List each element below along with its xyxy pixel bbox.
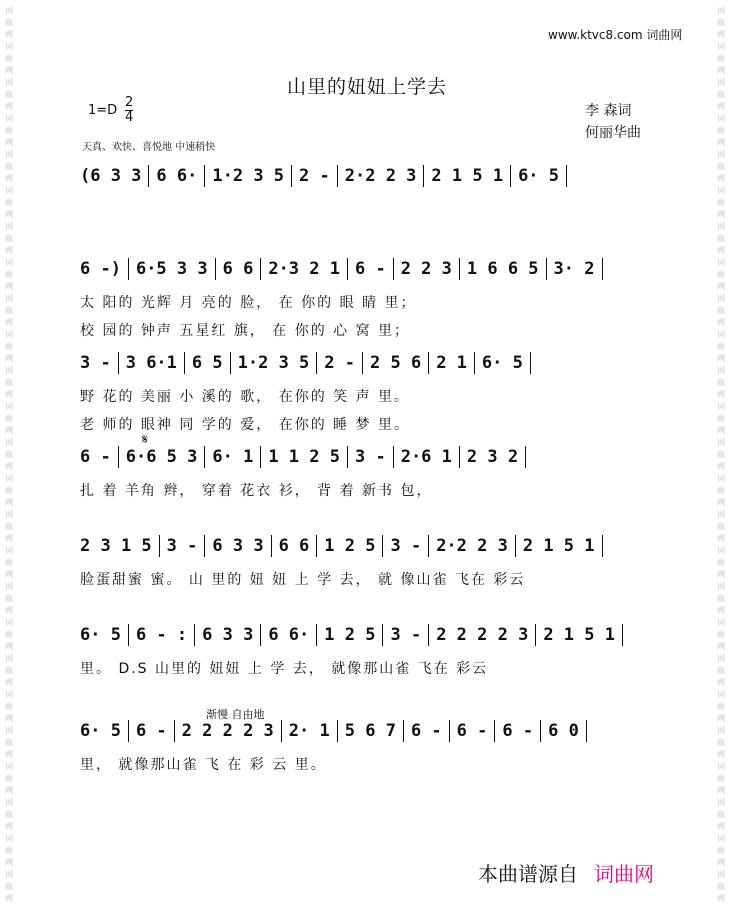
lyric-row: 太 阳的 光辉 月 亮的 脸， 在 你的 眼 睛 里； (80, 295, 417, 311)
watermark-glyph: 词 (717, 114, 725, 123)
bar-line (602, 535, 603, 557)
bar-line (494, 720, 495, 742)
composer-credit: 何丽华曲 (585, 125, 641, 141)
meter-bottom: 4 (125, 110, 134, 125)
watermark-glyph: 网 (5, 66, 13, 75)
measure: 6 5 (191, 353, 223, 373)
watermark-glyph: 曲 (5, 450, 13, 459)
watermark-glyph: 词 (5, 726, 13, 735)
watermark-glyph: 网 (717, 282, 725, 291)
watermark-glyph: 词 (5, 78, 13, 87)
song-title: 山里的妞妞上学去 (286, 76, 447, 98)
measure: 3 6·1 (125, 353, 177, 373)
key-signature: 1=D (88, 103, 118, 118)
measure: 6·5 3 3 (135, 259, 208, 279)
watermark-glyph: 词 (5, 474, 13, 483)
bar-line (459, 446, 460, 468)
watermark-glyph: 网 (717, 390, 725, 399)
watermark-glyph: 网 (5, 606, 13, 615)
bar-line (159, 535, 160, 557)
measure: 6 6· (156, 166, 198, 186)
watermark-glyph: 网 (717, 714, 725, 723)
watermark-glyph: 词 (5, 762, 13, 771)
measure: 2 1 (436, 353, 467, 373)
measure: 2 1 5 1 (543, 625, 615, 645)
watermark-glyph: 曲 (5, 342, 13, 351)
watermark-glyph: 网 (5, 534, 13, 543)
watermark-glyph: 词 (717, 6, 725, 15)
bar-line (204, 446, 205, 468)
measure: 2 2 2 2 3 (436, 625, 529, 645)
watermark-glyph: 词 (717, 798, 725, 807)
watermark-glyph: 词 (717, 474, 725, 483)
watermark-glyph: 网 (5, 30, 13, 39)
watermark-glyph: 词 (5, 510, 13, 519)
watermark-glyph: 曲 (5, 702, 13, 711)
watermark-glyph: 曲 (717, 162, 725, 171)
notation-row (80, 720, 670, 748)
lyricist-credit: 李 森词 (585, 103, 632, 119)
watermark-glyph: 曲 (717, 486, 725, 495)
watermark-glyph: 网 (717, 30, 725, 39)
watermark-glyph: 词 (717, 78, 725, 87)
watermark-glyph: 词 (5, 438, 13, 447)
measure: 6· 1 (212, 447, 254, 467)
bar-line (428, 624, 429, 646)
lyric-row: 野 花的 美丽 小 溪的 歌， 在你的 笑 声 里。 (80, 389, 411, 405)
measure: 2 3 1 5 (80, 536, 152, 556)
bar-line (423, 165, 424, 187)
measure: 3· 2 (553, 259, 595, 279)
watermark-glyph: 词 (717, 654, 725, 663)
watermark-glyph: 曲 (717, 342, 725, 351)
watermark-glyph: 网 (717, 606, 725, 615)
measure: 6 - (80, 447, 111, 467)
watermark-glyph: 曲 (717, 90, 725, 99)
watermark-glyph: 曲 (717, 234, 725, 243)
measure: 3 - (390, 625, 422, 645)
watermark-glyph: 词 (5, 654, 13, 663)
measure: 6 - (135, 721, 167, 741)
watermark-glyph: 曲 (717, 810, 725, 819)
watermark-glyph: 词 (717, 294, 725, 303)
watermark-glyph: 曲 (717, 846, 725, 855)
watermark-glyph: 网 (5, 786, 13, 795)
measure: 6·6 5 3 (125, 447, 198, 467)
watermark-glyph: 曲 (5, 630, 13, 639)
watermark-glyph: 曲 (717, 414, 725, 423)
lyric-row: 里。 D.S 山里的 妞妞 上 学 去， 就像那山雀 飞在 彩云 (80, 661, 489, 677)
watermark-glyph: 网 (717, 426, 725, 435)
measure: 2 - (299, 166, 330, 186)
meter-top: 2 (125, 95, 134, 110)
slowdown-mark: 渐慢 自由地 (206, 708, 265, 721)
measure: 2 1 5 1 (522, 536, 595, 556)
site-url[interactable]: www.ktvc8.com 词曲网 (548, 28, 683, 42)
notation-row (80, 624, 670, 652)
watermark-glyph: 词 (717, 222, 725, 231)
watermark-glyph: 词 (5, 330, 13, 339)
bar-line (316, 624, 317, 646)
watermark-glyph: 曲 (5, 270, 13, 279)
bar-line (118, 352, 119, 374)
watermark-glyph: 曲 (5, 522, 13, 531)
segno-mark: 𝄋 (142, 432, 149, 448)
watermark-glyph: 词 (5, 870, 13, 879)
watermark-glyph: 网 (5, 174, 13, 183)
watermark-glyph: 曲 (717, 198, 725, 207)
watermark-glyph: 网 (5, 318, 13, 327)
watermark-glyph: 曲 (5, 486, 13, 495)
watermark-glyph: 词 (717, 330, 725, 339)
watermark-glyph: 曲 (717, 594, 725, 603)
bar-line (184, 352, 185, 374)
watermark-glyph: 词 (717, 690, 725, 699)
watermark-glyph: 曲 (717, 522, 725, 531)
watermark-glyph: 网 (717, 174, 725, 183)
watermark-glyph: 词 (717, 618, 725, 627)
watermark-glyph: 曲 (5, 162, 13, 171)
watermark-glyph: 词 (5, 222, 13, 231)
bar-line (382, 624, 383, 646)
watermark-glyph: 曲 (717, 882, 725, 891)
watermark-glyph: 网 (717, 66, 725, 75)
measure: 2· 1 (288, 721, 330, 741)
watermark-glyph: 网 (717, 750, 725, 759)
watermark-glyph: 网 (5, 750, 13, 759)
watermark-glyph: 词 (717, 870, 725, 879)
watermark-glyph: 曲 (5, 846, 13, 855)
bar-line (148, 165, 149, 187)
measure: 5 6 7 (344, 721, 396, 741)
measure: 1 6 6 5 (466, 259, 539, 279)
watermark-glyph: 网 (5, 102, 13, 111)
measure: 3 - (166, 536, 198, 556)
watermark-glyph: 曲 (717, 54, 725, 63)
bar-line (174, 720, 175, 742)
bar-line (128, 624, 129, 646)
watermark-glyph: 网 (717, 138, 725, 147)
watermark-glyph: 词 (717, 726, 725, 735)
measure: 6 - (354, 259, 386, 279)
measure: 3 - (80, 353, 111, 373)
watermark-glyph: 网 (5, 858, 13, 867)
bar-line (459, 258, 460, 280)
watermark-glyph: 曲 (717, 666, 725, 675)
measure: 6 - (456, 721, 488, 741)
watermark-glyph: 曲 (5, 90, 13, 99)
bar-line (535, 624, 536, 646)
watermark-glyph: 曲 (717, 378, 725, 387)
watermark-glyph: 曲 (717, 450, 725, 459)
bar-line (382, 535, 383, 557)
footer-source (478, 858, 654, 887)
watermark-glyph: 词 (5, 690, 13, 699)
watermark-glyph: 词 (5, 42, 13, 51)
watermark-glyph: 曲 (717, 774, 725, 783)
watermark-glyph: 网 (717, 498, 725, 507)
notation-row (80, 535, 670, 563)
watermark-glyph: 曲 (717, 738, 725, 747)
watermark-glyph: 网 (717, 354, 725, 363)
watermark-glyph: 网 (717, 786, 725, 795)
bar-line (403, 720, 404, 742)
watermark-glyph: 曲 (717, 126, 725, 135)
watermark-glyph: 曲 (5, 306, 13, 315)
measure: 6· 5 (80, 625, 121, 645)
measure: 2 2 3 (400, 259, 452, 279)
bar-line (260, 258, 261, 280)
bar-line (362, 352, 363, 374)
bar-line (602, 258, 603, 280)
watermark-glyph: 词 (5, 6, 13, 15)
watermark-glyph: 网 (717, 678, 725, 687)
bar-line (194, 624, 195, 646)
bar-line (449, 720, 450, 742)
measure: 1 2 5 (324, 536, 376, 556)
watermark-glyph: 词 (5, 582, 13, 591)
watermark-glyph: 词 (5, 834, 13, 843)
watermark-glyph: 曲 (717, 702, 725, 711)
bar-line (271, 535, 272, 557)
watermark-glyph: 网 (5, 246, 13, 255)
bar-line (337, 165, 338, 187)
measure: 6· 5 (80, 721, 121, 741)
bar-line (540, 720, 541, 742)
bar-line (428, 535, 429, 557)
watermark-glyph: 曲 (5, 774, 13, 783)
measure: 6 0 (548, 721, 579, 741)
time-signature (125, 96, 133, 125)
watermark-glyph: 网 (717, 858, 725, 867)
measure: 1 1 2 5 (268, 447, 340, 467)
watermark-glyph: 词 (717, 438, 725, 447)
bar-line (316, 535, 317, 557)
watermark-glyph: 网 (5, 714, 13, 723)
measure: 6 6 (222, 259, 254, 279)
watermark-glyph: 网 (5, 678, 13, 687)
watermark-glyph: 曲 (5, 594, 13, 603)
bar-line (230, 352, 231, 374)
right-watermark-strip (712, 0, 734, 917)
lyric-row: 校 园的 钟声 五星红 旗， 在 你的 心 窝 里； (80, 323, 411, 339)
watermark-glyph: 词 (717, 762, 725, 771)
watermark-glyph: 网 (5, 282, 13, 291)
bar-line (525, 446, 526, 468)
watermark-glyph: 网 (717, 822, 725, 831)
watermark-glyph: 曲 (717, 558, 725, 567)
lyric-row: 里， 就像那山雀 飞 在 彩 云 里。 (80, 757, 327, 773)
watermark-glyph: 曲 (5, 18, 13, 27)
measure: 3 - (390, 536, 422, 556)
watermark-glyph: 网 (717, 318, 725, 327)
watermark-glyph: 网 (5, 426, 13, 435)
bar-line (204, 535, 205, 557)
watermark-glyph: 词 (717, 402, 725, 411)
bar-line (281, 720, 282, 742)
watermark-glyph: 网 (717, 570, 725, 579)
bar-line (530, 352, 531, 374)
bar-line (291, 165, 292, 187)
measure: 2 5 6 (370, 353, 422, 373)
watermark-glyph: 词 (717, 150, 725, 159)
measure: 6 -) (80, 259, 121, 279)
bar-line (347, 258, 348, 280)
measure: 3 - (354, 447, 386, 467)
measure: 6 - (502, 721, 534, 741)
measure: 1 2 5 (324, 625, 376, 645)
measure: 2 1 5 1 (431, 166, 504, 186)
measure: 6 3 3 (202, 625, 254, 645)
watermark-glyph: 词 (717, 258, 725, 267)
watermark-glyph: 曲 (5, 198, 13, 207)
measure: 6 - : (135, 625, 188, 645)
bar-line (393, 446, 394, 468)
watermark-glyph: 网 (717, 246, 725, 255)
watermark-glyph: 曲 (5, 126, 13, 135)
watermark-glyph: 词 (5, 798, 13, 807)
measure: 1·2 3 5 (212, 166, 285, 186)
bar-line (428, 352, 429, 374)
watermark-glyph: 网 (5, 822, 13, 831)
measure: 2 - (324, 353, 355, 373)
watermark-glyph: 曲 (717, 18, 725, 27)
measure: 2 3 2 (466, 447, 519, 467)
bar-line (586, 720, 587, 742)
watermark-glyph: 词 (717, 510, 725, 519)
watermark-glyph: 曲 (717, 630, 725, 639)
bar-line (566, 165, 567, 187)
watermark-glyph: 词 (717, 546, 725, 555)
watermark-glyph: 曲 (717, 306, 725, 315)
watermark-glyph: 词 (5, 186, 13, 195)
measure: 1·2 3 5 (237, 353, 310, 373)
bar-line (347, 446, 348, 468)
watermark-glyph: 曲 (5, 738, 13, 747)
notation-row (80, 165, 670, 193)
bar-line (118, 446, 119, 468)
watermark-glyph: 词 (5, 114, 13, 123)
watermark-glyph: 曲 (717, 270, 725, 279)
watermark-glyph: 词 (5, 618, 13, 627)
watermark-glyph: 网 (5, 354, 13, 363)
notation-row (80, 446, 670, 474)
bar-line (393, 258, 394, 280)
bar-line (546, 258, 547, 280)
lyric-row: 脸蛋甜蜜 蜜。 山 里的 妞 妞 上 学 去， 就 像山雀 飞在 彩云 (80, 572, 526, 588)
watermark-glyph: 曲 (5, 666, 13, 675)
watermark-glyph: 曲 (5, 882, 13, 891)
watermark-glyph: 词 (717, 834, 725, 843)
measure: 6 6 (278, 536, 310, 556)
watermark-glyph: 网 (717, 894, 725, 903)
watermark-glyph: 网 (5, 210, 13, 219)
bar-line (316, 352, 317, 374)
measure: 6· 5 (481, 353, 523, 373)
watermark-glyph: 曲 (5, 234, 13, 243)
measure: 2·2 2 3 (344, 166, 417, 186)
bar-line (510, 165, 511, 187)
bar-line (128, 720, 129, 742)
watermark-glyph: 曲 (5, 558, 13, 567)
watermark-glyph: 网 (5, 570, 13, 579)
measure: 6 3 3 (212, 536, 264, 556)
watermark-glyph: 词 (5, 402, 13, 411)
tempo-marking: 天真、欢快、喜悦地 中速稍快 (82, 142, 216, 153)
footer-brand[interactable]: 词曲网 (594, 862, 654, 886)
watermark-glyph: 词 (5, 258, 13, 267)
measure: 2 2 2 2 3 (181, 721, 274, 741)
bar-line (515, 535, 516, 557)
bar-line (128, 258, 129, 280)
watermark-glyph: 词 (717, 186, 725, 195)
bar-line (204, 165, 205, 187)
measure: 2·2 2 3 (436, 536, 508, 556)
watermark-glyph: 曲 (5, 414, 13, 423)
watermark-glyph: 网 (717, 462, 725, 471)
watermark-glyph: 曲 (5, 810, 13, 819)
measure: 6 - (410, 721, 442, 741)
watermark-glyph: 网 (5, 642, 13, 651)
measure: 6 6· (268, 625, 310, 645)
watermark-glyph: 网 (717, 642, 725, 651)
watermark-glyph: 网 (5, 390, 13, 399)
lyric-row: 扎 着 羊角 辫， 穿着 花衣 衫， 背 着 新书 包， (80, 483, 433, 499)
watermark-glyph: 网 (5, 462, 13, 471)
bar-line (260, 446, 261, 468)
watermark-glyph: 词 (717, 42, 725, 51)
watermark-glyph: 网 (5, 138, 13, 147)
left-watermark-strip (0, 0, 22, 917)
notation-row (80, 258, 670, 286)
watermark-glyph: 词 (717, 582, 725, 591)
watermark-glyph: 词 (5, 366, 13, 375)
lyric-row: 老 师的 眼神 同 学的 爱， 在你的 睡 梦 里。 (80, 417, 411, 433)
watermark-glyph: 曲 (5, 54, 13, 63)
watermark-glyph: 网 (717, 210, 725, 219)
measure: 2·6 1 (400, 447, 452, 467)
footer-label: 本曲谱源自 (478, 862, 578, 886)
watermark-glyph: 词 (5, 294, 13, 303)
watermark-glyph: 网 (717, 102, 725, 111)
measure: 2·3 2 1 (268, 259, 340, 279)
measure: 6· 5 (518, 166, 560, 186)
bar-line (215, 258, 216, 280)
bar-line (260, 624, 261, 646)
watermark-glyph: 词 (5, 150, 13, 159)
watermark-glyph: 网 (5, 894, 13, 903)
watermark-glyph: 词 (5, 546, 13, 555)
watermark-glyph: 曲 (5, 378, 13, 387)
watermark-glyph: 网 (717, 534, 725, 543)
bar-line (474, 352, 475, 374)
measure: (6 3 3 (80, 166, 142, 186)
notation-row (80, 352, 670, 380)
bar-line (622, 624, 623, 646)
watermark-glyph: 词 (717, 366, 725, 375)
bar-line (337, 720, 338, 742)
watermark-glyph: 网 (5, 498, 13, 507)
